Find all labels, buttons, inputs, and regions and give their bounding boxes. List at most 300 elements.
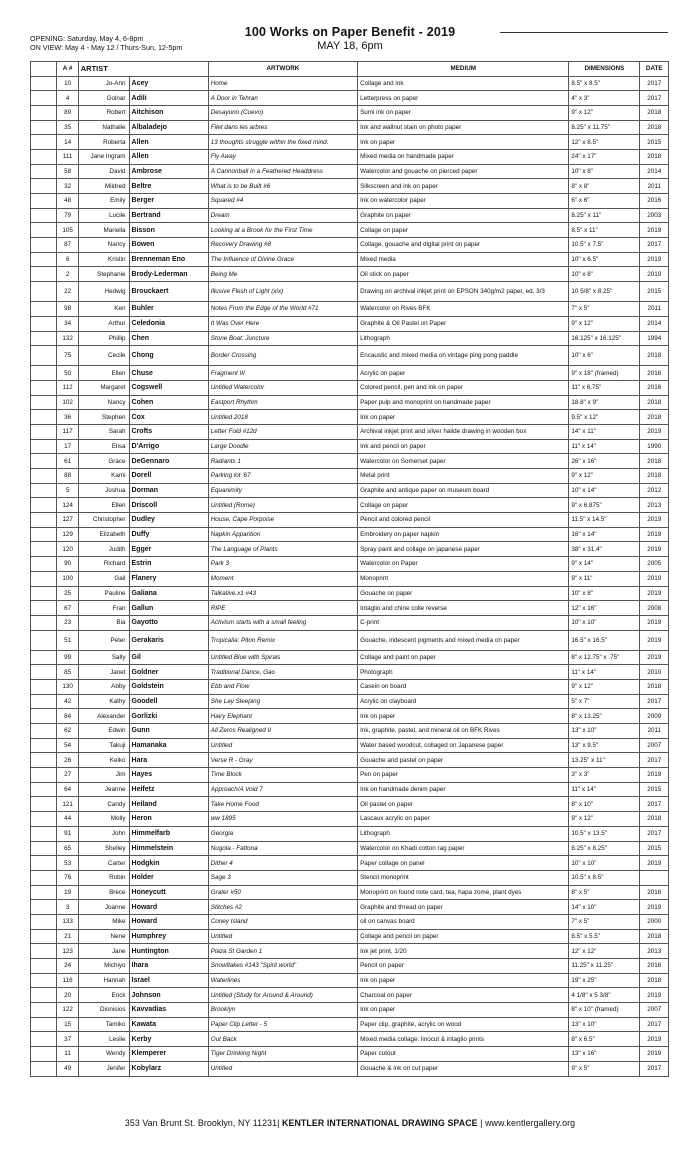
number-cell: 15 [57,1017,78,1032]
first-name-cell: Robert [78,105,129,120]
table-row [31,135,669,150]
table-row [31,366,669,381]
date-cell: 2019 [640,900,669,915]
table-row [31,395,669,410]
blank-cell [31,410,57,425]
dimensions-cell: 7" x 5" [569,914,640,929]
number-cell: 91 [57,826,78,841]
dimensions-cell: 9" x 12" [569,679,640,694]
number-cell: 120 [57,542,78,557]
number-cell: 11 [57,1047,78,1062]
last-name-cell: Hara [129,753,208,768]
dimensions-cell: 8.5" x 5.5" [569,929,640,944]
number-cell: 88 [57,469,78,484]
number-cell: 112 [57,380,78,395]
first-name-cell: Janet [78,665,129,680]
last-name-cell: Goldstein [129,679,208,694]
footer [0,1118,700,1128]
dimensions-cell: 8.5" x 11" [569,223,640,238]
dimensions-cell: 3" x 3" [569,768,640,783]
blank-cell [31,812,57,827]
blank-cell [31,929,57,944]
medium-cell: Casein on board [358,679,569,694]
dimensions-cell: 10" x 10" [569,856,640,871]
dimensions-cell: 12" x 16" [569,601,640,616]
first-name-cell: Ellen [78,366,129,381]
blank-cell [31,870,57,885]
medium-cell: Intaglio and chine colle reverse [358,601,569,616]
table-row [31,885,669,900]
artwork-cell: Napkin Apparition [208,527,357,542]
number-cell: 26 [57,753,78,768]
medium-cell: Silkscreen and ink on paper [358,179,569,194]
number-cell: 117 [57,424,78,439]
table-row [31,768,669,783]
table-row [31,194,669,209]
last-name-cell: Brouckaert [129,282,208,302]
medium-cell: Collage and paint on paper [358,650,569,665]
number-cell: 3 [57,900,78,915]
medium-cell: Collage on paper [358,223,569,238]
table-row [31,586,669,601]
table-row [31,302,669,317]
artwork-cell: Time Block [208,768,357,783]
number-cell: 51 [57,630,78,650]
first-name-cell: Keiko [78,753,129,768]
blank-cell [31,366,57,381]
last-name-cell: Driscoll [129,498,208,513]
artwork-cell: Untitled Watercolor [208,380,357,395]
dimensions-cell: 8.25" x 11.75" [569,120,640,135]
medium-cell: Ink on paper [358,135,569,150]
first-name-cell: Tamiko [78,1017,129,1032]
first-name-cell: Jane [78,944,129,959]
last-name-cell: Gerakaris [129,630,208,650]
medium-cell: Ink on paper [358,1003,569,1018]
last-name-cell: Huntington [129,944,208,959]
medium-cell: Ink on paper [358,709,569,724]
dimensions-cell: 9" x 12" [569,316,640,331]
artwork-cell: Fragment III [208,366,357,381]
blank-cell [31,768,57,783]
artwork-cell: Untitled (Rome) [208,498,357,513]
date-cell: 2017 [640,76,669,91]
dimensions-cell: 9" x 12" [569,469,640,484]
dimensions-cell: 11.25" x 11.25" [569,959,640,974]
table-row [31,630,669,650]
first-name-cell: Christopher [78,513,129,528]
table-row [31,91,669,106]
date-cell: 2019 [640,856,669,871]
blank-cell [31,380,57,395]
blank-cell [31,238,57,253]
dimensions-cell: 11" x 14" [569,782,640,797]
table-row [31,944,669,959]
first-name-cell: Peter [78,630,129,650]
blank-cell [31,679,57,694]
date-cell: 2007 [640,738,669,753]
table-row [31,513,669,528]
last-name-cell: Bowen [129,238,208,253]
last-name-cell: Flanery [129,571,208,586]
blank-cell [31,650,57,665]
medium-cell: Spray paint and collage on japanese paper [358,542,569,557]
dimensions-cell: 8.25" x 11" [569,208,640,223]
date-cell: 2018 [640,469,669,484]
date-cell: 2018 [640,973,669,988]
dimensions-cell: 6" x 6" [569,194,640,209]
last-name-cell: Celedonia [129,316,208,331]
table-row [31,753,669,768]
dimensions-cell: 10" x 10" [569,615,640,630]
table-row [31,679,669,694]
date-cell: 2018 [640,120,669,135]
artwork-cell: Dream [208,208,357,223]
footer-website: | www.kentlergallery.org [477,1118,576,1128]
number-cell: 24 [57,959,78,974]
medium-cell: Ink and wallnut stain on photo paper [358,120,569,135]
dimensions-cell: 4 1/8" x 5 3/8" [569,988,640,1003]
medium-cell: Drawing on archival inkjet print on EPSON 340g/m2 paper, ed. 3/3 [358,282,569,302]
medium-cell: Mixed media on handmade paper [358,149,569,164]
artwork-cell: Tiger Drinking Night [208,1047,357,1062]
artwork-cell: Border Crossing [208,346,357,366]
number-cell: 100 [57,571,78,586]
table-row [31,1032,669,1047]
date-cell: 2019 [640,223,669,238]
table-row [31,797,669,812]
medium-cell: Photograph [358,665,569,680]
artwork-cell: Plaza St Garden 1 [208,944,357,959]
blank-cell [31,469,57,484]
opening-text: OPENING: Saturday, May 4, 6-8pm [30,34,144,43]
dimensions-cell: 13" x 10" [569,724,640,739]
first-name-cell: Molly [78,812,129,827]
blank-cell [31,1017,57,1032]
table-row [31,1047,669,1062]
first-name-cell: Wendy [78,1047,129,1062]
blank-cell [31,1047,57,1062]
last-name-cell: Gil [129,650,208,665]
artwork-table [30,61,669,1077]
number-cell: 5 [57,483,78,498]
table-row [31,826,669,841]
date-cell: 2003 [640,208,669,223]
medium-cell: Paper pulp and monoprint on handmade paper [358,395,569,410]
dimensions-cell: 14" x 11" [569,424,640,439]
dimensions-cell: 11.5" x 14.5" [569,513,640,528]
medium-cell: Mixed media [358,252,569,267]
first-name-cell: Gail [78,571,129,586]
blank-cell [31,316,57,331]
dimensions-cell: 13" x 9.5" [569,738,640,753]
blank-cell [31,856,57,871]
blank-cell [31,149,57,164]
medium-cell: Charcoal on paper [358,988,569,1003]
blank-cell [31,988,57,1003]
first-name-cell: Lucile [78,208,129,223]
date-cell: 1994 [640,331,669,346]
table-row [31,615,669,630]
artwork-cell: A Door in Tehran [208,91,357,106]
dimensions-cell: 12" x 12" [569,944,640,959]
number-cell: 34 [57,316,78,331]
last-name-cell: Howard [129,900,208,915]
first-name-cell: Leslie [78,1032,129,1047]
last-name-cell: Berger [129,194,208,209]
artwork-cell: Waterlines [208,973,357,988]
medium-col-header: MEDIUM [358,62,569,77]
artwork-cell: Snowflakes #143 "Spirit world" [208,959,357,974]
first-name-cell: Roberta [78,135,129,150]
medium-cell: Pencil on paper [358,959,569,974]
dimensions-cell: 18.8" x 9" [569,395,640,410]
last-name-cell: Honeycutt [129,885,208,900]
table-row [31,856,669,871]
artwork-cell: Out Back [208,1032,357,1047]
first-name-cell: Fran [78,601,129,616]
first-name-cell: Mariella [78,223,129,238]
dimensions-cell: 4" x 3" [569,91,640,106]
date-cell: 2016 [640,380,669,395]
date-cell: 2010 [640,665,669,680]
first-name-cell: Hedwig [78,282,129,302]
artwork-cell: Talkative.x1 #43 [208,586,357,601]
last-name-cell: Cohen [129,395,208,410]
last-name-cell: Beltre [129,179,208,194]
last-name-cell: Himmelstein [129,841,208,856]
number-cell: 76 [57,870,78,885]
medium-cell: Graphite and thread on paper [358,900,569,915]
date-col-header: DATE [640,62,669,77]
number-cell: 2 [57,267,78,282]
table-row [31,841,669,856]
last-name-cell: Heiland [129,797,208,812]
artwork-cell: Park 3 [208,557,357,572]
medium-cell: Lithograph [358,331,569,346]
artwork-cell: Approach/A Void 7 [208,782,357,797]
dimensions-cell: 13" x 10" [569,1017,640,1032]
table-row [31,1003,669,1018]
dimensions-cell: 7" x 5" [569,302,640,317]
artwork-cell: Letter Fold #12d [208,424,357,439]
medium-cell: Watercolor and gouache on pierced paper [358,164,569,179]
dimensions-cell: 8" x 8" [569,179,640,194]
first-name-cell: Bia [78,615,129,630]
blank-cell [31,483,57,498]
last-name-cell: Johnson [129,988,208,1003]
artwork-cell: Equanimity [208,483,357,498]
artwork-cell: Coney Island [208,914,357,929]
table-row [31,527,669,542]
last-name-cell: Klemperer [129,1047,208,1062]
last-name-cell: Heifetz [129,782,208,797]
number-cell: 123 [57,944,78,959]
table-row [31,454,669,469]
date-cell: 2016 [640,366,669,381]
medium-cell: Gouache & ink on cut paper [358,1061,569,1076]
date-cell: 2019 [640,527,669,542]
medium-cell: Ink on handmade denim paper [358,782,569,797]
medium-cell: Pencil and colored pencil [358,513,569,528]
date-cell: 2019 [640,630,669,650]
date-cell: 2017 [640,694,669,709]
first-name-cell: Dionisios [78,1003,129,1018]
last-name-cell: Duffy [129,527,208,542]
medium-cell: Watercolor on Paper [358,557,569,572]
blank-cell [31,1032,57,1047]
medium-cell: Pen on paper [358,768,569,783]
last-name-cell: Chen [129,331,208,346]
date-cell: 2019 [640,988,669,1003]
table-body [31,76,669,1076]
number-cell: 4 [57,91,78,106]
date-cell: 2015 [640,135,669,150]
number-cell: 111 [57,149,78,164]
table-row [31,900,669,915]
table-header-row [31,62,669,77]
first-name-cell: Sarah [78,424,129,439]
table-row [31,164,669,179]
number-cell: 44 [57,812,78,827]
blank-cell [31,302,57,317]
dimensions-cell: 10" x 8" [569,164,640,179]
last-name-cell: Dorman [129,483,208,498]
artwork-cell: The Language of Plants [208,542,357,557]
last-name-cell: Egger [129,542,208,557]
number-cell: 67 [57,601,78,616]
artwork-cell: Squared #4 [208,194,357,209]
dimensions-cell: 9" x 12" [569,105,640,120]
dimensions-cell: 11" x 14" [569,439,640,454]
medium-cell: Ink, graphite, pastel, and mineral oil on BFK Rives [358,724,569,739]
last-name-cell: Allen [129,149,208,164]
number-cell: 121 [57,797,78,812]
artwork-cell: Nugola - Fattona [208,841,357,856]
last-name-cell: Aitchison [129,105,208,120]
number-cell: 35 [57,120,78,135]
last-name-cell: Buhler [129,302,208,317]
first-name-cell: Kristin [78,252,129,267]
table-row [31,483,669,498]
medium-cell: Mixed media collage: linocut & intaglio prints [358,1032,569,1047]
artwork-cell: It Was Over Here [208,316,357,331]
first-name-cell: Joshua [78,483,129,498]
table-row [31,424,669,439]
last-name-cell: Chong [129,346,208,366]
artwork-cell: Moment [208,571,357,586]
date-cell: 2017 [640,1017,669,1032]
last-name-cell: Heron [129,812,208,827]
medium-cell: Letterpress on paper [358,91,569,106]
table-row [31,238,669,253]
date-cell: 2019 [640,615,669,630]
dimensions-cell: 9" x 18" (framed) [569,366,640,381]
medium-cell: Ink on paper [358,410,569,425]
blank-cell [31,498,57,513]
artwork-cell: Desayuno (Cuevo) [208,105,357,120]
table-row [31,76,669,91]
first-name-cell: John [78,826,129,841]
last-name-cell: Holder [129,870,208,885]
artwork-cell: Untitled 2018 [208,410,357,425]
date-cell: 2017 [640,826,669,841]
medium-cell: Archival inkjet print and silver halide drawing in wooden box [358,424,569,439]
first-name-cell: Margaret [78,380,129,395]
date-cell: 2017 [640,1061,669,1076]
number-cell: 25 [57,586,78,601]
first-name-cell: Jim [78,768,129,783]
date-cell: 2018 [640,149,669,164]
date-cell: 2015 [640,782,669,797]
last-name-cell: Acey [129,76,208,91]
last-name-cell: Israel [129,973,208,988]
medium-cell: Oil stick on paper [358,267,569,282]
number-cell: 54 [57,738,78,753]
last-name-cell: D'Arrigo [129,439,208,454]
table-row [31,439,669,454]
dimensions-cell: 11" x 14" [569,665,640,680]
table-row [31,252,669,267]
medium-cell: Collage and pencil on paper [358,929,569,944]
artwork-cell: Large Doodle [208,439,357,454]
table-row [31,282,669,302]
artwork-cell: Ebb and Flow [208,679,357,694]
date-cell: 2018 [640,346,669,366]
number-cell: 127 [57,513,78,528]
table-row [31,316,669,331]
date-cell: 2018 [640,410,669,425]
first-name-cell: Erick [78,988,129,1003]
date-cell: 2018 [640,929,669,944]
first-name-cell: Grace [78,454,129,469]
artwork-cell: Dither 4 [208,856,357,871]
artwork-cell: House, Cape Porpoise [208,513,357,528]
last-name-cell: Chuse [129,366,208,381]
first-name-cell: Nene [78,929,129,944]
blank-cell [31,1061,57,1076]
artwork-cell: Untitled (Study for Around & Around) [208,988,357,1003]
medium-cell: Water based woodcut, collaged on Japanese paper [358,738,569,753]
number-cell: 105 [57,223,78,238]
medium-cell: Acrylic on clayboard [358,694,569,709]
dimensions-cell: 13.25" x 11" [569,753,640,768]
dimensions-cell: 8" x 6.5" [569,1032,640,1047]
artwork-cell: Tropicalia: Piton Remix [208,630,357,650]
date-cell: 2019 [640,586,669,601]
last-name-cell: Hodgkin [129,856,208,871]
table-row [31,973,669,988]
table-row [31,929,669,944]
table-row [31,782,669,797]
last-name-cell: Brenneman Eno [129,252,208,267]
last-name-cell: Albaladejo [129,120,208,135]
number-cell: 48 [57,194,78,209]
blank-cell [31,694,57,709]
medium-cell: Collage and ink [358,76,569,91]
last-name-cell: Gayotto [129,615,208,630]
artwork-cell: Paper Clip Letter - 5 [208,1017,357,1032]
artwork-cell: Untitled [208,738,357,753]
table-row [31,601,669,616]
date-cell: 2019 [640,252,669,267]
medium-cell: Ink on watercolor paper [358,194,569,209]
dimensions-cell: 10 5/8" x 8.25" [569,282,640,302]
first-name-cell: Takuji [78,738,129,753]
dimensions-cell: 24" x 17" [569,149,640,164]
first-name-cell: Elisa [78,439,129,454]
number-cell: 32 [57,179,78,194]
